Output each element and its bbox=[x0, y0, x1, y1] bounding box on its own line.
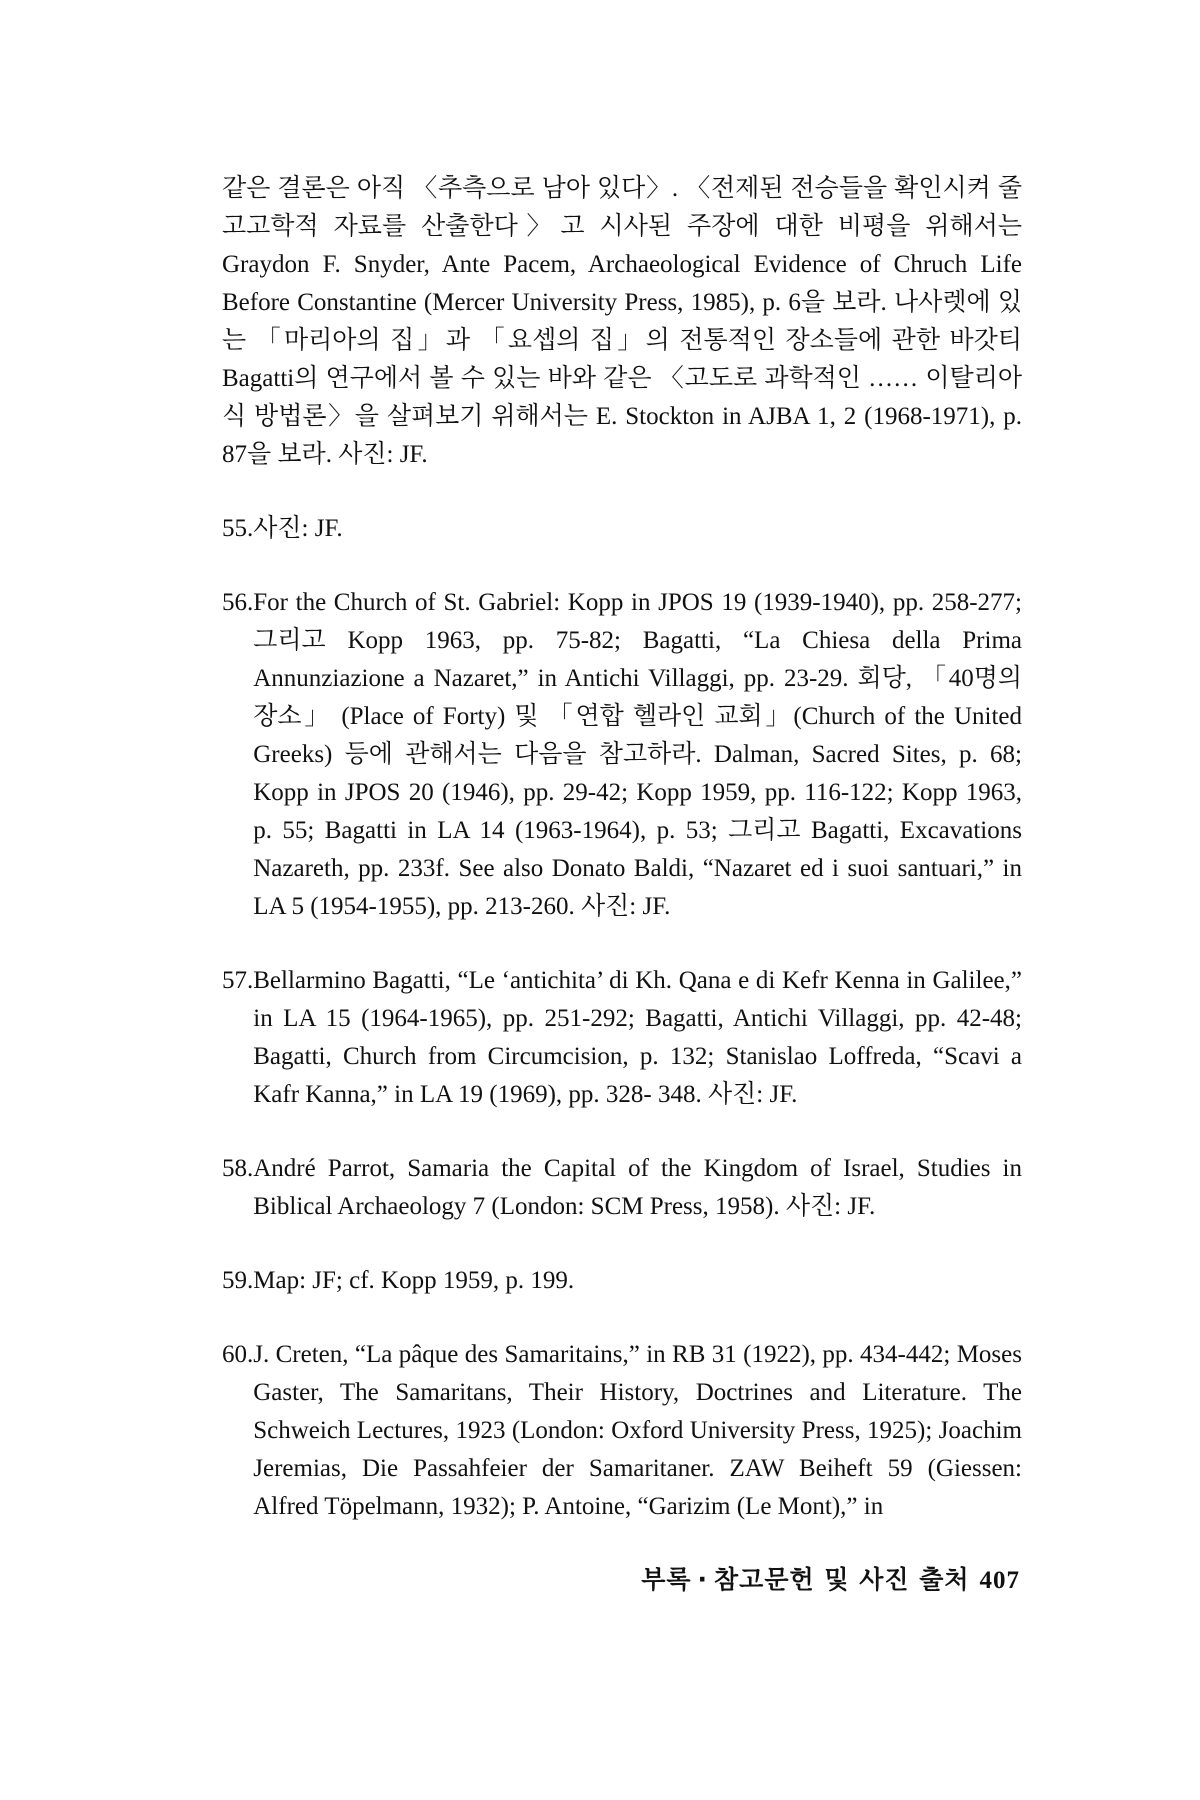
note-55 bbox=[222, 510, 1022, 548]
note-text: André Parrot, Samaria the Capital of the Kingdom of Israel, Studies in Biblical Archaeology 7 (London: SCM Press, 1958). 사진: JF. bbox=[253, 1155, 1022, 1220]
note-57 bbox=[222, 962, 1022, 1114]
note-text: Map: JF; cf. Kopp 1959, p. 199. bbox=[253, 1267, 575, 1294]
note-text: For the Church of St. Gabriel: Kopp in JPOS 19 (1939-1940), pp. 258-277; 그리고 Kopp 1963, pp. 75-82; Bagatti, “La Chiesa della Prima Annunziazione a Nazaret,” in Antichi Villaggi, pp. 23-29. 회당, 「40명의 장소」 (Place of Forty) 및 「연합 헬라인 교회」(Church of the United Greeks) 등에 관해서는 다음을 참고하라. Dalman, Sacred Sites, p. 68; Kopp in JPOS 20 (1946), pp. 29-42; Kopp 1959, pp. 116-122; Kopp 1963, p. 55; Bagatti in LA 14 (1963-1964), p. 53; 그리고 Bagatti, Excavations Nazareth, pp. 233f. See also Donato Baldi, “Nazaret ed i suoi santuari,” in LA 5 (1954-1955), pp. 213-260. 사진: JF. bbox=[253, 589, 1022, 920]
running-footer bbox=[600, 1560, 1020, 1596]
page-number: 407 bbox=[979, 1567, 1020, 1594]
note-56 bbox=[222, 584, 1022, 926]
note-number: 59. bbox=[222, 1267, 254, 1294]
footer-separator: · bbox=[697, 1565, 709, 1594]
note-58 bbox=[222, 1150, 1022, 1226]
note-number: 58. bbox=[222, 1155, 254, 1182]
continued-note: 같은 결론은 아직 〈추측으로 남아 있다〉. 〈전제된 전승들을 확인시켜 줄 고고학적 자료를 산출한다〉고 시사된 주장에 대한 비평을 위해서는 Graydon F. Snyder, Ante Pacem, Archaeological Evidence of Chruch Life Before Constantine (Mercer University Press, 1985), p. 6을 보라. 나사렛에 있는 「마리아의 집」과 「요셉의 집」의 전통적인 장소들에 관한 바갓티 Bagatti의 연구에서 볼 수 있는 바와 같은 〈고도로 과학적인 …… 이탈리아식 방법론〉을 살펴보기 위해서는 E. Stockton in AJBA 1, 2 (1968-1971), p. 87을 보라. 사진: JF. bbox=[222, 175, 1022, 468]
note-text: J. Creten, “La pâque des Samaritains,” in RB 31 (1922), pp. 434-442; Moses Gaster, The Samaritans, Their History, Doctrines and Literature. The Schweich Lectures, 1923 (London: Oxford University Press, 1925); Joachim Jeremias, Die Passahfeier der Samaritaner. ZAW Beiheft 59 (Giessen: Alfred Töpelmann, 1932); P. Antoine, “Garizim (Le Mont),” in bbox=[253, 1341, 1022, 1520]
footer-title: 참고문헌 및 사진 출처 bbox=[714, 1565, 970, 1594]
note-number: 55. bbox=[222, 515, 254, 542]
note-59 bbox=[222, 1262, 1022, 1300]
note-60 bbox=[222, 1336, 1022, 1526]
note-number: 60. bbox=[222, 1341, 254, 1368]
footer-section: 부록 bbox=[641, 1565, 692, 1594]
note-text: Bellarmino Bagatti, “Le ‘antichita’ di Kh. Qana e di Kefr Kenna in Galilee,” in LA 15 (1964-1965), pp. 251-292; Bagatti, Antichi Villaggi, pp. 42-48; Bagatti, Church from Circumcision, p. 132; Stanislao Loffreda, “Scavi a Kafr Kanna,” in LA 19 (1969), pp. 328- 348. 사진: JF. bbox=[253, 967, 1022, 1108]
note-text: 사진: JF. bbox=[253, 515, 343, 542]
note-number: 56. bbox=[222, 589, 254, 616]
note-number: 57. bbox=[222, 967, 254, 994]
footnotes-body bbox=[222, 170, 1022, 1526]
